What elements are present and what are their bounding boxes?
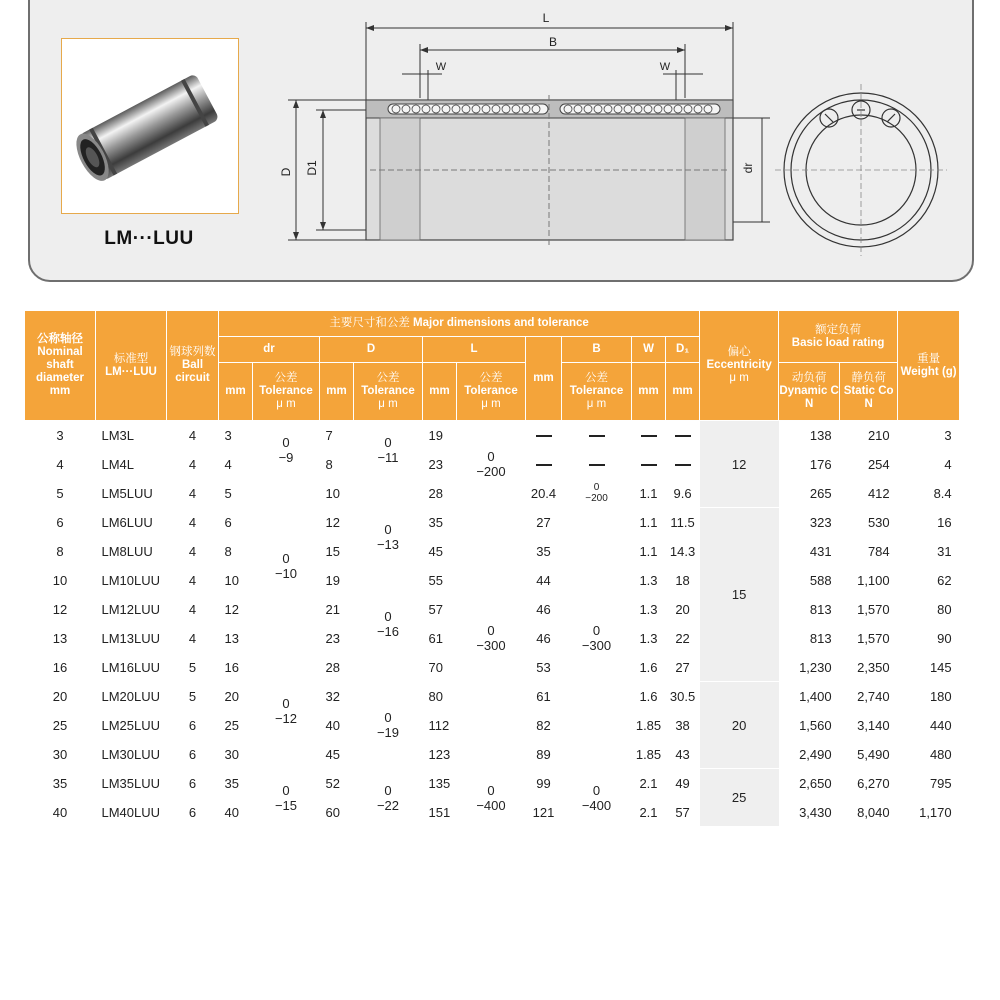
cell-dynamic: 1,400 — [779, 682, 840, 711]
dash-placeholder — [589, 435, 605, 437]
cell-L: 45 — [423, 537, 457, 566]
cell-static: 2,350 — [840, 653, 898, 682]
bearing-side-view — [366, 95, 733, 245]
cell-ball: 5 — [167, 682, 219, 711]
cell-D1: 57 — [666, 798, 700, 827]
cell-model: LM8LUU — [96, 537, 167, 566]
cell-L: 135 — [423, 769, 457, 798]
header-mm-W: mm — [632, 363, 666, 421]
cell-dynamic: 431 — [779, 537, 840, 566]
dim-L: L — [542, 11, 550, 25]
cell-B: 99 — [526, 769, 562, 798]
cell-W: 1.1 — [632, 537, 666, 566]
cell-ball: 6 — [167, 769, 219, 798]
tol-cn: 公差 — [479, 372, 503, 384]
cell-ball: 6 — [167, 711, 219, 740]
cell-weight: 16 — [898, 508, 960, 537]
cell-D: 19 — [320, 566, 354, 595]
dash-placeholder — [589, 464, 605, 466]
cell-model: LM3L — [96, 421, 167, 450]
cell-L-tol: 0 −300 — [457, 508, 526, 769]
cell-weight: 795 — [898, 769, 960, 798]
product-label: LM···LUU — [104, 228, 194, 249]
cell-B-tol — [562, 450, 632, 479]
header-tol-D — [354, 363, 423, 421]
cell-D: 45 — [320, 740, 354, 769]
cell-B: 121 — [526, 798, 562, 827]
cell-dr: 5 — [219, 479, 253, 508]
cell-static: 6,270 — [840, 769, 898, 798]
dash-placeholder — [641, 464, 657, 466]
cell-D1: 20 — [666, 595, 700, 624]
cell-D1: 14.3 — [666, 537, 700, 566]
cell-B-tol — [562, 421, 632, 450]
technical-drawing — [0, 0, 1000, 300]
header-ecc-en: Eccentricity — [706, 359, 772, 371]
cell-dr-tol: 0 −9 — [253, 421, 320, 479]
cell-W: 2.1 — [632, 798, 666, 827]
cell-eccentricity: 25 — [700, 769, 779, 827]
header-weight — [898, 311, 960, 421]
cell-D: 12 — [320, 508, 354, 537]
cell-nominal: 13 — [25, 624, 96, 653]
header-ball-cn: 钢球列数 — [169, 346, 216, 358]
cell-dynamic: 1,230 — [779, 653, 840, 682]
cell-L: 19 — [423, 421, 457, 450]
cell-model: LM40LUU — [96, 798, 167, 827]
header-eccentricity — [700, 311, 779, 421]
cell-B-tol: 0 −400 — [562, 769, 632, 827]
cell-weight: 3 — [898, 421, 960, 450]
cell-ball: 4 — [167, 508, 219, 537]
cell-static: 210 — [840, 421, 898, 450]
cell-D1: 38 — [666, 711, 700, 740]
cell-D: 21 — [320, 595, 354, 624]
cell-D1: 27 — [666, 653, 700, 682]
cell-model: LM12LUU — [96, 595, 167, 624]
cell-L: 151 — [423, 798, 457, 827]
cell-nominal: 30 — [25, 740, 96, 769]
cell-nominal: 5 — [25, 479, 96, 508]
cell-D-tol: 0 −13 — [354, 508, 423, 566]
stat-en: Static Co N — [843, 385, 894, 410]
cell-L: 80 — [423, 682, 457, 711]
cell-weight: 90 — [898, 624, 960, 653]
cell-D-tol-empty — [354, 653, 423, 682]
dim-B: B — [548, 35, 558, 49]
cell-D-tol-empty — [354, 566, 423, 595]
cell-static: 1,570 — [840, 595, 898, 624]
dash-placeholder — [641, 435, 657, 437]
cell-dynamic: 813 — [779, 595, 840, 624]
cell-ball: 4 — [167, 450, 219, 479]
cell-static: 8,040 — [840, 798, 898, 827]
cell-W: 1.6 — [632, 653, 666, 682]
cell-weight: 145 — [898, 653, 960, 682]
cell-dynamic: 3,430 — [779, 798, 840, 827]
header-rating-en: Basic load rating — [791, 336, 885, 349]
cell-model: LM4L — [96, 450, 167, 479]
cell-ball: 4 — [167, 595, 219, 624]
tol-unit: μ m — [481, 398, 501, 410]
header-ball — [167, 311, 219, 421]
cell-nominal: 3 — [25, 421, 96, 450]
header-ball-en: Ball circuit — [175, 359, 210, 384]
cell-W: 1.3 — [632, 566, 666, 595]
cell-W: 1.1 — [632, 479, 666, 508]
cell-dr-tol: 0 −15 — [253, 769, 320, 827]
cell-static: 1,570 — [840, 624, 898, 653]
header-tol-dr — [253, 363, 320, 421]
cell-L-tol: 0 −200 — [457, 421, 526, 508]
stat-cn: 静负荷 — [851, 372, 886, 384]
cell-B: 27 — [526, 508, 562, 537]
cell-W — [632, 421, 666, 450]
header-nominal — [25, 311, 96, 421]
tol-en: Tolerance — [361, 385, 415, 397]
cell-dr: 13 — [219, 624, 253, 653]
cell-nominal: 12 — [25, 595, 96, 624]
header-nominal-en: Nominal shaft diameter mm — [36, 346, 84, 397]
cell-dr: 16 — [219, 653, 253, 682]
header-dr: dr — [219, 337, 320, 363]
cell-L: 28 — [423, 479, 457, 508]
cell-D1 — [666, 450, 700, 479]
table-row — [25, 421, 960, 450]
header-L: L — [423, 337, 526, 363]
cell-D-tol: 0 −11 — [354, 421, 423, 479]
cell-dr: 10 — [219, 566, 253, 595]
tol-unit: μ m — [276, 398, 296, 410]
dim-W-left: W — [435, 61, 447, 73]
cell-dr: 3 — [219, 421, 253, 450]
cell-dynamic: 176 — [779, 450, 840, 479]
header-rating — [779, 311, 898, 363]
cell-B: 20.4 — [526, 479, 562, 508]
cell-W: 1.3 — [632, 595, 666, 624]
cell-ball: 4 — [167, 566, 219, 595]
cell-model: LM35LUU — [96, 769, 167, 798]
cell-model: LM6LUU — [96, 508, 167, 537]
cell-static: 5,490 — [840, 740, 898, 769]
tol-en: Tolerance — [259, 385, 313, 397]
cell-D1: 49 — [666, 769, 700, 798]
cell-weight: 31 — [898, 537, 960, 566]
header-standard-cn: 标准型 — [113, 352, 149, 365]
cell-dynamic: 2,490 — [779, 740, 840, 769]
tol-cn: 公差 — [274, 372, 298, 384]
header-W: W — [632, 337, 666, 363]
cell-ball: 4 — [167, 624, 219, 653]
cell-ball: 4 — [167, 421, 219, 450]
cell-W: 1.6 — [632, 682, 666, 711]
cell-D: 28 — [320, 653, 354, 682]
cell-B — [526, 421, 562, 450]
spec-table — [24, 310, 960, 827]
tol-cn: 公差 — [585, 372, 608, 384]
cell-nominal: 10 — [25, 566, 96, 595]
cell-D1: 11.5 — [666, 508, 700, 537]
cell-dr: 4 — [219, 450, 253, 479]
cell-static: 254 — [840, 450, 898, 479]
dash-placeholder — [675, 435, 691, 437]
cell-ball: 4 — [167, 537, 219, 566]
header-weight-cn: 重量 — [917, 352, 941, 365]
cell-L: 57 — [423, 595, 457, 624]
tol-en: Tolerance — [464, 385, 518, 397]
cell-dynamic: 1,560 — [779, 711, 840, 740]
header-static — [840, 363, 898, 421]
cell-weight: 62 — [898, 566, 960, 595]
cell-nominal: 40 — [25, 798, 96, 827]
header-standard-en: LM···LUU — [105, 365, 157, 378]
cell-D1: 9.6 — [666, 479, 700, 508]
cell-ball: 5 — [167, 653, 219, 682]
header-mm-B: mm — [526, 337, 562, 421]
cell-B: 46 — [526, 624, 562, 653]
header-mm-L: mm — [423, 363, 457, 421]
cell-L: 112 — [423, 711, 457, 740]
header-mm-D1: mm — [666, 363, 700, 421]
header-dynamic — [779, 363, 840, 421]
cell-D: 8 — [320, 450, 354, 479]
cell-L: 35 — [423, 508, 457, 537]
dim-D: D — [279, 167, 293, 177]
cell-dr-tol: 0 −10 — [253, 479, 320, 653]
cell-static: 530 — [840, 508, 898, 537]
cell-model: LM13LUU — [96, 624, 167, 653]
cell-D: 40 — [320, 711, 354, 740]
cell-weight: 440 — [898, 711, 960, 740]
dyn-cn: 动负荷 — [791, 372, 827, 384]
cell-dynamic: 265 — [779, 479, 840, 508]
cell-nominal: 16 — [25, 653, 96, 682]
dim-dr: dr — [741, 162, 755, 174]
header-nominal-cn: 公称轴径 — [37, 333, 83, 345]
cell-D1: 18 — [666, 566, 700, 595]
cell-D: 10 — [320, 479, 354, 508]
cell-static: 1,100 — [840, 566, 898, 595]
cell-dr: 8 — [219, 537, 253, 566]
header-mm-dr: mm — [219, 363, 253, 421]
dim-D1: D1 — [305, 160, 319, 176]
cell-D-tol: 0 −16 — [354, 595, 423, 653]
cell-nominal: 4 — [25, 450, 96, 479]
header-tol-B — [562, 363, 632, 421]
tol-cn: 公差 — [376, 372, 400, 384]
cell-W: 2.1 — [632, 769, 666, 798]
cell-weight: 180 — [898, 682, 960, 711]
cell-model: LM20LUU — [96, 682, 167, 711]
cell-D-tol-empty — [354, 479, 423, 508]
header-tol-L — [457, 363, 526, 421]
cell-model: LM30LUU — [96, 740, 167, 769]
header-major — [219, 311, 700, 337]
cell-weight: 80 — [898, 595, 960, 624]
cell-W: 1.1 — [632, 508, 666, 537]
tol-unit: μ m — [378, 398, 398, 410]
cell-dynamic: 138 — [779, 421, 840, 450]
cell-dr: 25 — [219, 711, 253, 740]
cell-weight: 4 — [898, 450, 960, 479]
cell-dynamic: 323 — [779, 508, 840, 537]
cell-dynamic: 588 — [779, 566, 840, 595]
cell-ball: 6 — [167, 740, 219, 769]
cell-dynamic: 2,650 — [779, 769, 840, 798]
cell-nominal: 6 — [25, 508, 96, 537]
cell-D1: 43 — [666, 740, 700, 769]
cell-D-tol: 0 −19 — [354, 682, 423, 769]
cell-W: 1.3 — [632, 624, 666, 653]
cell-B — [526, 450, 562, 479]
header-weight-en: Weight (g) — [900, 365, 957, 378]
dash-placeholder — [536, 464, 552, 466]
dash-placeholder — [536, 435, 552, 437]
dyn-en: Dynamic C N — [779, 385, 839, 410]
cell-D1: 30.5 — [666, 682, 700, 711]
cell-L: 23 — [423, 450, 457, 479]
tol-en: Tolerance — [569, 385, 624, 397]
cell-L: 123 — [423, 740, 457, 769]
cell-L-tol: 0 −400 — [457, 769, 526, 827]
cell-dr: 40 — [219, 798, 253, 827]
cell-D: 32 — [320, 682, 354, 711]
cell-dynamic: 813 — [779, 624, 840, 653]
cell-L: 70 — [423, 653, 457, 682]
cell-D: 15 — [320, 537, 354, 566]
cell-B-tol: 0 −200 — [562, 479, 632, 508]
header-B: B — [562, 337, 632, 363]
cell-B: 61 — [526, 682, 562, 711]
cell-static: 2,740 — [840, 682, 898, 711]
header-major-en: Major dimensions and tolerance — [413, 317, 589, 329]
cell-B: 89 — [526, 740, 562, 769]
header-ecc-unit: μ m — [729, 372, 749, 384]
header-D1: D₁ — [666, 337, 700, 363]
cell-weight: 480 — [898, 740, 960, 769]
cell-weight: 8.4 — [898, 479, 960, 508]
cell-D1 — [666, 421, 700, 450]
cell-D-tol: 0 −22 — [354, 769, 423, 827]
cell-B-tol: 0 −300 — [562, 508, 632, 769]
dim-W-right: W — [659, 61, 671, 73]
cell-B: 82 — [526, 711, 562, 740]
cell-L: 55 — [423, 566, 457, 595]
cell-D: 60 — [320, 798, 354, 827]
cell-B: 35 — [526, 537, 562, 566]
cell-ball: 4 — [167, 479, 219, 508]
cell-W: 1.85 — [632, 711, 666, 740]
cell-eccentricity: 12 — [700, 421, 779, 508]
cell-eccentricity: 15 — [700, 508, 779, 682]
dash-placeholder — [675, 464, 691, 466]
header-major-cn: 主要尺寸和公差 — [329, 317, 410, 329]
cell-weight: 1,170 — [898, 798, 960, 827]
cell-model: LM25LUU — [96, 711, 167, 740]
cell-D: 52 — [320, 769, 354, 798]
cell-static: 3,140 — [840, 711, 898, 740]
cell-D: 23 — [320, 624, 354, 653]
table-row — [25, 508, 960, 537]
cell-B: 46 — [526, 595, 562, 624]
header-D: D — [320, 337, 423, 363]
cell-static: 412 — [840, 479, 898, 508]
cell-static: 784 — [840, 537, 898, 566]
cell-nominal: 8 — [25, 537, 96, 566]
cell-L: 61 — [423, 624, 457, 653]
cell-B: 44 — [526, 566, 562, 595]
table-row — [25, 769, 960, 798]
cell-dr: 12 — [219, 595, 253, 624]
cell-D1: 22 — [666, 624, 700, 653]
cell-W — [632, 450, 666, 479]
header-rating-cn: 额定负荷 — [815, 323, 862, 336]
cell-nominal: 20 — [25, 682, 96, 711]
cell-model: LM5LUU — [96, 479, 167, 508]
cell-model: LM16LUU — [96, 653, 167, 682]
cell-model: LM10LUU — [96, 566, 167, 595]
cell-dr: 35 — [219, 769, 253, 798]
cell-ball: 6 — [167, 798, 219, 827]
header-ecc-cn: 偏心 — [727, 346, 751, 358]
tol-unit: μ m — [586, 398, 607, 410]
cell-dr: 20 — [219, 682, 253, 711]
cell-D: 7 — [320, 421, 354, 450]
bearing-end-view — [775, 84, 947, 256]
cell-nominal: 35 — [25, 769, 96, 798]
cell-dr-tol: 0 −12 — [253, 653, 320, 769]
cell-eccentricity: 20 — [700, 682, 779, 769]
header-mm-D: mm — [320, 363, 354, 421]
cell-dr: 30 — [219, 740, 253, 769]
header-standard — [96, 311, 167, 421]
cell-W: 1.85 — [632, 740, 666, 769]
cell-B: 53 — [526, 653, 562, 682]
cell-nominal: 25 — [25, 711, 96, 740]
cell-dr: 6 — [219, 508, 253, 537]
